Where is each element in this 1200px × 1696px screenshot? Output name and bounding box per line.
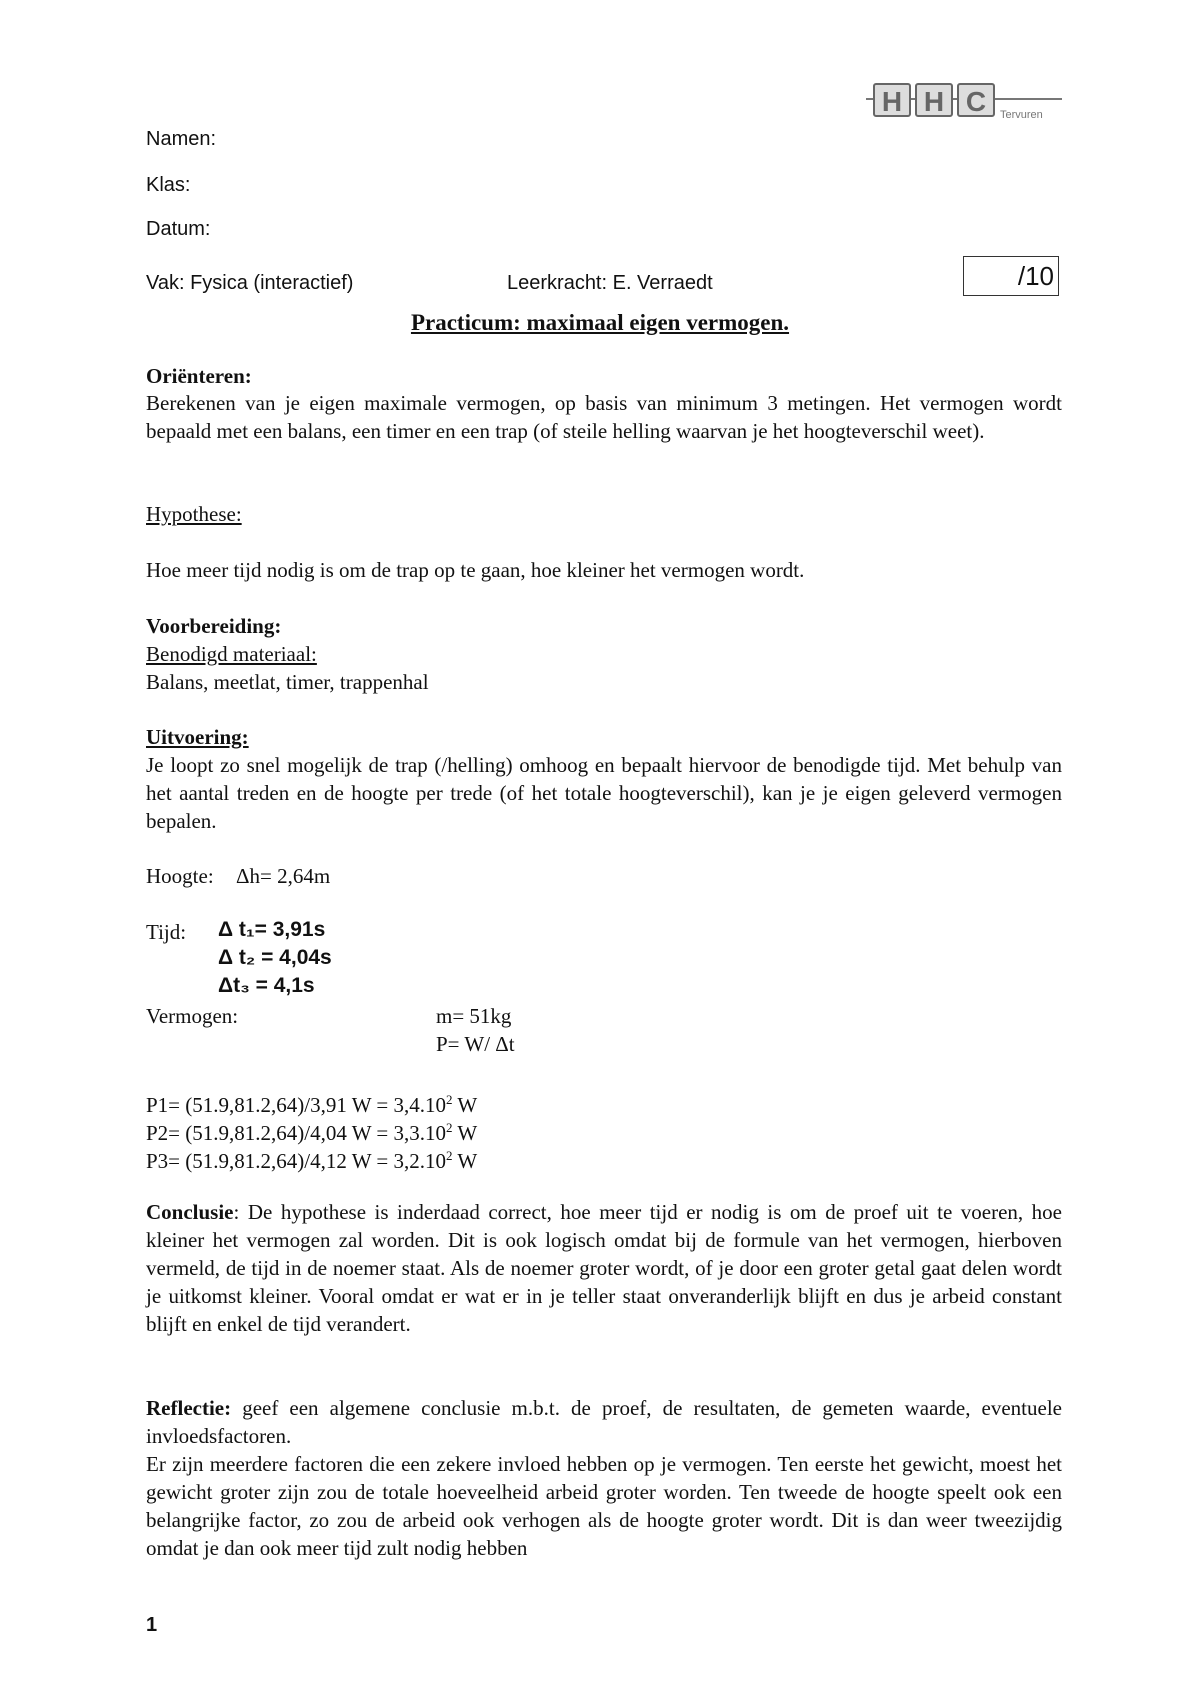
label-namen: Namen: bbox=[146, 128, 217, 150]
resultaat-p1: P1= (51.9,81.2,64)/3,91 $W = 3,4.10^2$ W bbox=[146, 1092, 478, 1117]
conclusie-paragraph bbox=[146, 1198, 1062, 1338]
reflectie-paragraph bbox=[146, 1394, 1062, 1450]
logo-letter-1: H bbox=[881, 86, 903, 117]
massa-value: m= 51kg bbox=[436, 1004, 512, 1028]
school-logo bbox=[866, 80, 1062, 126]
score-box bbox=[963, 256, 1059, 296]
vermogen-label: Vermogen: bbox=[146, 1004, 239, 1028]
reflectie-prompt: geef een algemene conclusie m.b.t. de proef, de resultaten, de gemeten waarde, eventuele invloedsfactoren. bbox=[146, 1396, 1062, 1448]
tijd-meting-2: Δ t₂ = 4,04s bbox=[218, 946, 332, 969]
logo-letter-3: C bbox=[965, 86, 987, 117]
tijd-meting-1: Δ t₁= 3,91s bbox=[218, 918, 326, 941]
hypothese-heading: Hypothese: bbox=[146, 502, 242, 526]
materiaal-heading: Benodigd materiaal: bbox=[146, 642, 317, 666]
score-value: /10 bbox=[1017, 261, 1054, 291]
reflectie-heading: Reflectie: bbox=[146, 1396, 232, 1420]
page-number: 1 bbox=[146, 1614, 158, 1636]
uitvoering-text: Je loopt zo snel mogelijk de trap (/helling) omhoog en bepaalt hiervoor de benodigde tijd. Met behulp van het aantal treden en de hoogte per trede (of het totale hoogteverschil), kan je je eigen geleverd vermogen bepalen. bbox=[146, 753, 1062, 833]
document-title: Practicum: maximaal eigen vermogen. bbox=[410, 310, 790, 335]
voorbereiding-heading: Voorbereiding: bbox=[146, 614, 282, 638]
orienteren-text: Berekenen van je eigen maximale vermogen, op basis van minimum 3 metingen. Het vermogen wordt bepaald met een balans, een timer en een trap (of steile helling waarvan je het hoogteverschil weet). bbox=[146, 391, 1062, 443]
reflectie-text: Er zijn meerdere factoren die een zekere invloed hebben op je vermogen. Ten eerste het gewicht, moest het gewicht groter zijn zou de totale hoeveelheid arbeid groter worden. Ten tweede de hoogte speelt ook een belangrijke factor, zo zou de arbeid ook verhogen als de hoogte groter wordt. Dit is dan weer tweezijdig omdat je dan ook meer tijd zult nodig hebben bbox=[146, 1452, 1062, 1560]
orienteren-heading: Oriënteren: bbox=[146, 364, 252, 388]
tijd-label: Tijd: bbox=[146, 920, 187, 944]
hoogte-value: Δh= 2,64m bbox=[236, 864, 331, 888]
conclusie-text: : De hypothese is inderdaad correct, hoe meer tijd er nodig is om de proef uit te voeren, hoe kleiner het vermogen zal worden. Dit is ook logisch omdat bij de formule van het vermogen, hierboven vermeld, de tijd in de noemer staat. Als de noemer groter wordt, of je door een groter getal gaat delen wordt je uitkomst kleiner. Vooral omdat er wat er in je teller staat onveranderlijk blijft en dus je arbeid constant blijft en enkel de tijd verandert. bbox=[146, 1200, 1062, 1336]
materiaal-text: Balans, meetlat, timer, trappenhal bbox=[146, 670, 429, 694]
logo-letter-2: H bbox=[923, 86, 945, 117]
hoogte-label: Hoogte: bbox=[146, 864, 214, 888]
vermogen-formule: P= W/ Δt bbox=[436, 1032, 515, 1056]
label-vak: Vak: Fysica (interactief) bbox=[146, 272, 354, 294]
resultaat-p2: P2= (51.9,81.2,64)/4,04 $W = 3,3.10^2$ W bbox=[146, 1120, 478, 1145]
label-leerkracht: Leerkracht: E. Verraedt bbox=[507, 272, 713, 294]
hypothese-text: Hoe meer tijd nodig is om de trap op te gaan, hoe kleiner het vermogen wordt. bbox=[146, 558, 805, 582]
tijd-meting-3: Δt₃ = 4,1s bbox=[218, 974, 315, 997]
label-klas: Klas: bbox=[146, 174, 191, 196]
conclusie-heading: Conclusie bbox=[146, 1200, 234, 1224]
uitvoering-heading: Uitvoering: bbox=[146, 725, 249, 749]
resultaat-p3: P3= (51.9,81.2,64)/4,12 $W = 3,2.10^2$ W bbox=[146, 1148, 478, 1173]
logo-subtitle: Tervuren bbox=[1000, 109, 1043, 121]
label-datum: Datum: bbox=[146, 218, 211, 240]
